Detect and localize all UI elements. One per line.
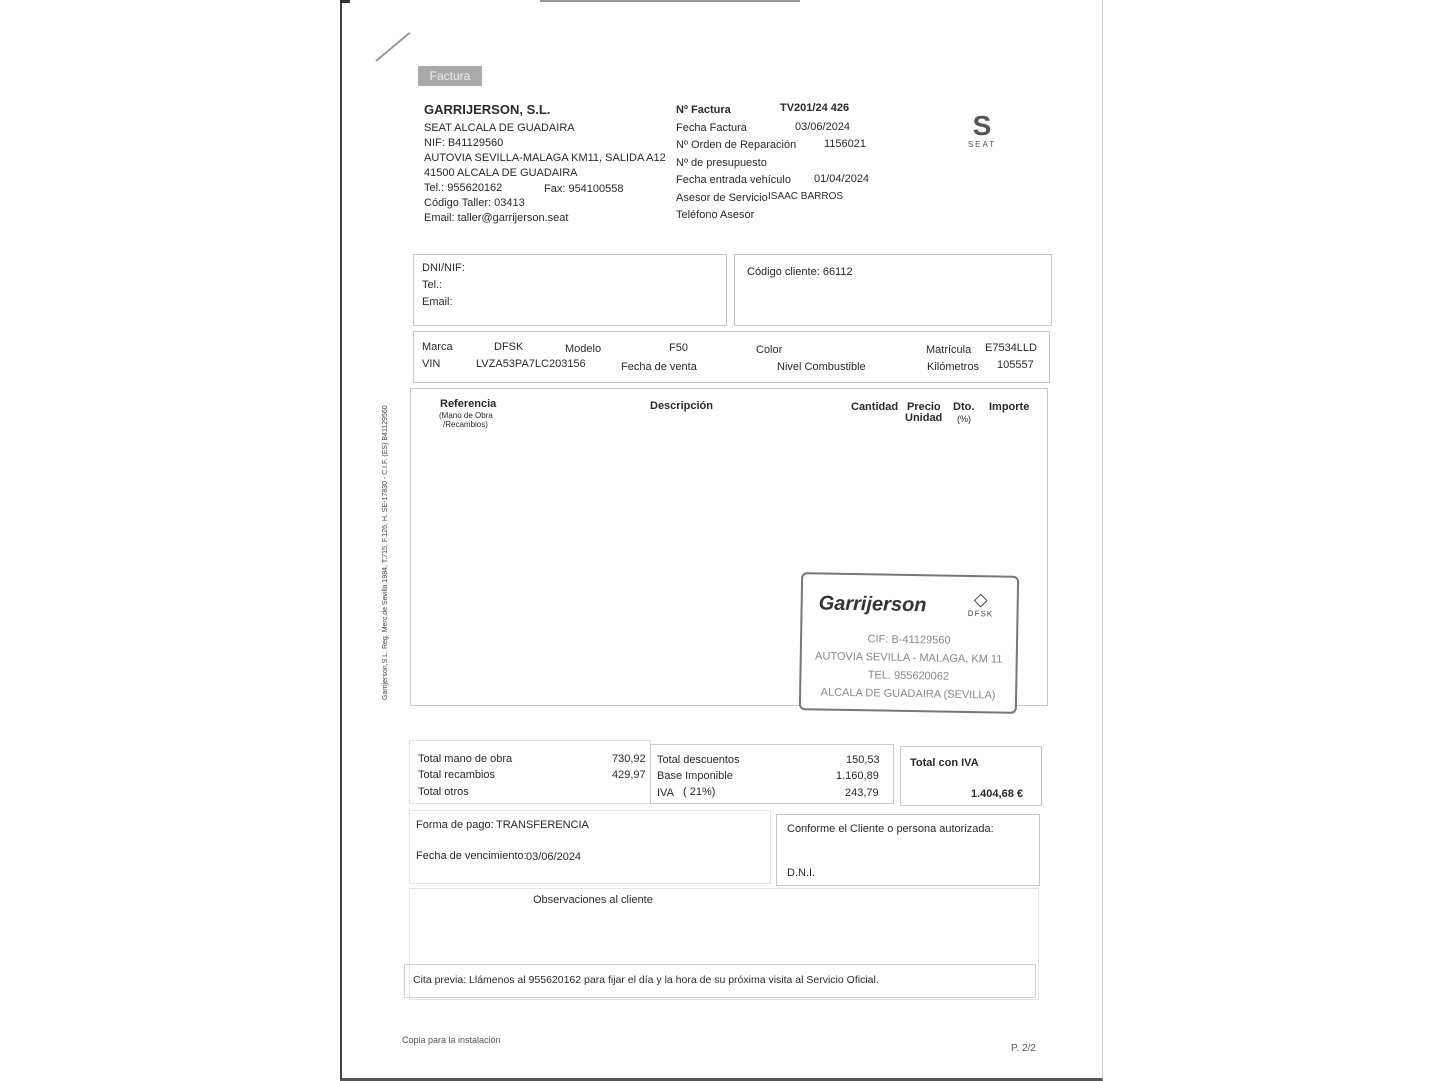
col-precio: Precio <box>907 401 941 413</box>
dni-label: DNI/NIF: <box>422 262 465 274</box>
seat-logo <box>960 112 1004 149</box>
cita-previa: Cita previa: Llámenos al 955620162 para fijar el día y la hora de su próxima visita al Servicio Oficial. <box>413 974 879 986</box>
tel-label: Tel.: <box>422 279 443 291</box>
col-referencia-sub1: (Mano de Obra <box>439 411 493 420</box>
vehicle-box <box>413 331 1050 383</box>
col-referencia-sub2: /Recambios) <box>443 420 488 429</box>
plate-label: Matrícula <box>926 344 972 356</box>
tax-base-value: 1.160,89 <box>836 770 879 782</box>
payment-method-value: TRANSFERENCIA <box>496 819 589 831</box>
entry-date-label: Fecha entrada vehículo <box>676 174 791 186</box>
observations-label: Observaciones al cliente <box>533 894 653 906</box>
company-name: GARRIJERSON, S.L. <box>424 102 551 117</box>
dfsk-icon: ◇ <box>973 589 988 610</box>
brand-value: DFSK <box>494 341 524 353</box>
stamp-cif: CIF: B-41129560 <box>867 633 951 647</box>
discount-value: 150,53 <box>846 754 880 766</box>
stamp-address: AUTOVIA SEVILLA - MALAGA, KM 11 <box>815 650 1003 666</box>
customer-conformity: Conforme el Cliente o persona autorizada: <box>787 823 994 835</box>
email-label: Email: <box>422 296 453 308</box>
company-nif: NIF: B41129560 <box>424 137 504 149</box>
repair-order-value: 1156021 <box>824 138 867 150</box>
advisor-phone-label: Teléfono Asesor <box>676 209 755 221</box>
due-date-value: 03/06/2024 <box>526 851 582 863</box>
dni-signature-label: D.N.I. <box>787 867 816 879</box>
km-label: Kilómetros <box>927 361 979 373</box>
stamp-tel: TEL. 955620062 <box>867 669 950 683</box>
company-address2: 41500 ALCALA DE GUADAIRA <box>424 167 578 179</box>
col-cantidad: Cantidad <box>851 401 899 413</box>
grand-total-value: 1.404,68 € <box>971 788 1023 800</box>
parts-total-label: Total recambios <box>418 769 496 781</box>
invoice-number-value: TV201/24 426 <box>780 102 850 114</box>
page-number: P. 2/2 <box>1011 1043 1036 1054</box>
col-importe: Importe <box>989 401 1030 413</box>
fuel-level-label: Nivel Combustible <box>777 361 866 373</box>
company-sub: SEAT ALCALA DE GUADAIRA <box>424 122 575 134</box>
repair-order-label: Nº Orden de Reparación <box>676 139 797 151</box>
due-date-label: Fecha de vencimiento: <box>416 850 527 862</box>
client-code: Código cliente: 66112 <box>747 266 853 278</box>
labor-total-value: 730,92 <box>612 753 646 765</box>
entry-date-value: 01/04/2024 <box>814 173 870 185</box>
company-tel: Tel.: 955620162 <box>424 182 503 194</box>
model-label: Modelo <box>565 343 602 355</box>
col-dto-pct: (%) <box>957 414 971 424</box>
col-referencia: Referencia <box>440 398 497 410</box>
tax-base-label: Base Imponible <box>657 770 733 782</box>
company-stamp <box>799 572 1019 714</box>
seat-s-icon: S <box>972 110 992 141</box>
color-label: Color <box>756 344 783 356</box>
company-email: Email: taller@garrijerson.seat <box>424 212 569 224</box>
parts-total-value: 429,97 <box>612 769 646 781</box>
dfsk-logo <box>960 589 1001 619</box>
dfsk-wordmark: DFSK <box>967 609 994 619</box>
stamp-brand: Garrijerson <box>818 592 927 617</box>
other-total-label: Total otros <box>418 786 469 798</box>
col-precio-unidad: Unidad <box>905 412 943 424</box>
registry-vertical-text: Garrijerson,S.L. Reg. Merc.de Sevilla 1984, T.715, F.126, H. SE-17830 - C.I.F. (ES) B41129560 <box>382 405 389 700</box>
seat-wordmark: SEAT <box>967 140 997 149</box>
brand-label: Marca <box>422 341 453 353</box>
vat-value: 243,79 <box>845 787 879 799</box>
col-descripcion: Descripción <box>650 400 713 412</box>
plate-value: E7534LLD <box>985 342 1037 354</box>
sheet-corner <box>340 0 350 17</box>
grand-total-label: Total con IVA <box>910 757 979 769</box>
budget-label: Nº de presupuesto <box>676 157 767 169</box>
advisor-value: ISAAC BARROS <box>768 191 844 202</box>
stamp-city: ALCALA DE GUADAIRA (SEVILLA) <box>820 686 996 702</box>
advisor-label: Asesor de Servicio <box>676 192 768 204</box>
vat-label: IVA <box>657 787 674 799</box>
company-fax: Fax: 954100558 <box>544 183 624 195</box>
sheet-top-edge <box>540 0 800 2</box>
invoice-date-value: 03/06/2024 <box>795 121 851 133</box>
vin-value: LVZA53PA7LC203156 <box>476 358 586 370</box>
company-taller: Código Taller: 03413 <box>424 197 525 209</box>
labor-total-label: Total mano de obra <box>418 753 513 765</box>
payment-method-label: Forma de pago: <box>416 819 494 831</box>
invoice-date-label: Fecha Factura <box>676 122 747 134</box>
copy-note: Copia para la instalación <box>402 1035 501 1045</box>
vin-label: VIN <box>422 358 441 370</box>
km-value: 105557 <box>997 359 1034 371</box>
factura-tab: Factura <box>418 66 482 86</box>
col-dto: Dto. <box>953 401 975 413</box>
client-code-box <box>734 254 1052 326</box>
invoice-number-label: Nº Factura <box>676 104 731 116</box>
company-address1: AUTOVIA SEVILLA-MALAGA KM11, SALIDA A12 <box>424 152 666 164</box>
sale-date-label: Fecha de venta <box>621 361 697 373</box>
discount-label: Total descuentos <box>657 754 740 766</box>
vat-percent: ( 21%) <box>683 786 716 798</box>
model-value: F50 <box>669 342 688 354</box>
